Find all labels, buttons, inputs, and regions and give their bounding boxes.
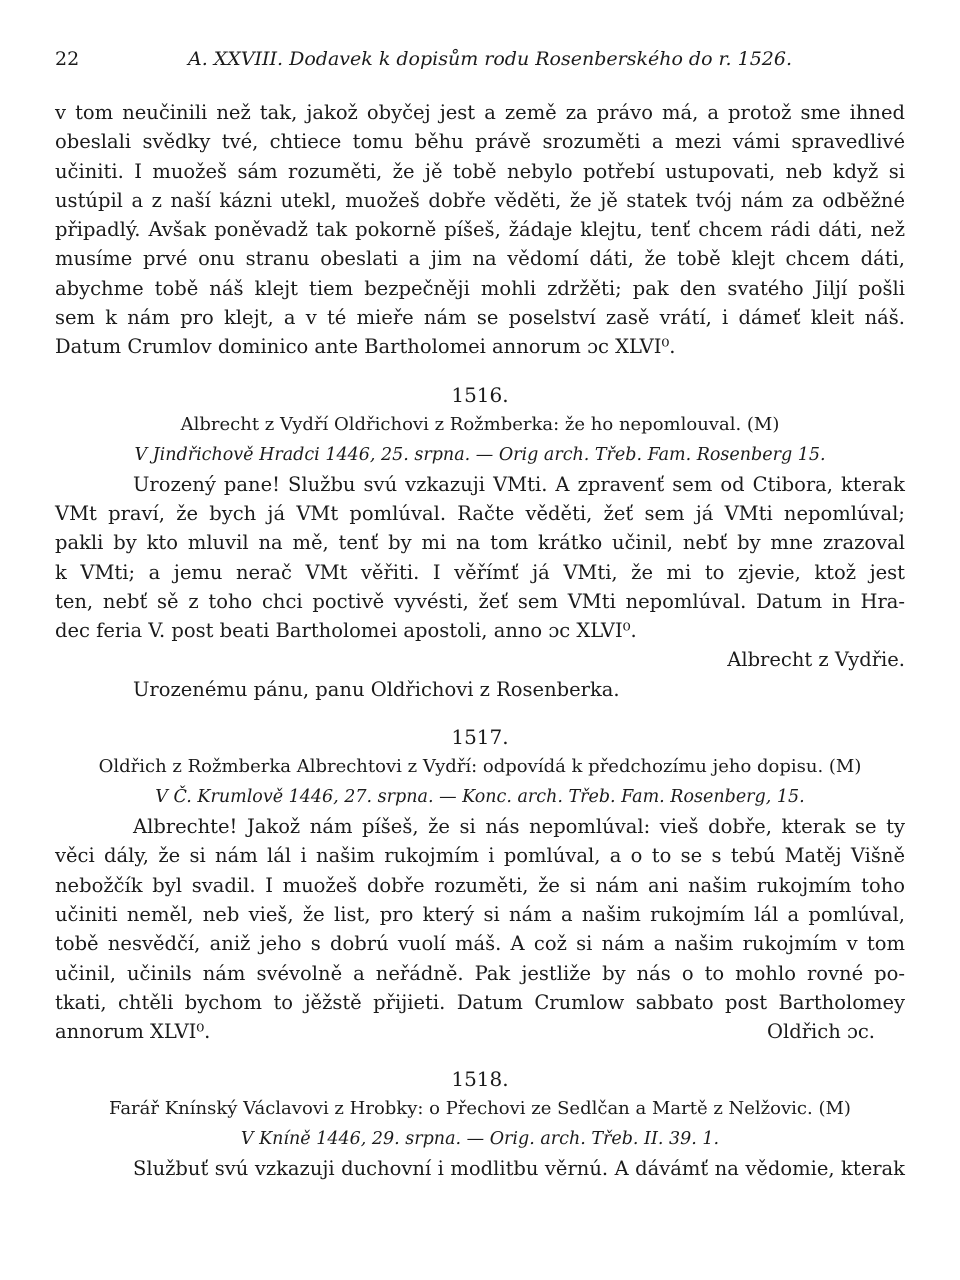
letter-1517 [55,722,905,1046]
text-line: věci dály, že si nám lál i našim rukojmím i pomlúval, a o to se s tebú Matěj Višně [55,844,905,868]
text-line: tkati, chtěli bychom to jěžstě přijieti. Datum Crumlow sabbato post Bartholomey [55,990,905,1014]
letter-signature: Albrecht z Vydřie. [727,648,905,672]
text-line: obeslali svědky tvé, chtiece tomu běhu právě srozuměti a mezi vámi spravedlivé [55,130,905,154]
text-line: učiniti neměl, neb vieš, že list, pro který si nám a našim rukojmím lál a pomlúval, [55,902,905,926]
text-line: dec feria V. post beati Bartholomei apostoli, anno ɔc XLVI⁰. [55,619,637,643]
text-line: Datum Crumlov dominico ante Bartholomei annorum ɔc XLVI⁰. [55,335,676,359]
text-line: Službuť svú vzkazuji duchovní i modlitbu věrnú. A dávámť na vědomie, kterak [133,1157,905,1181]
text-line: musíme prvé onu stranu obeslati a jim na vědomí dáti, že tobě klejt chcem dáti, [55,247,905,271]
text-line: ten, nebť sě z toho chci poctivě vyvésti, žeť sem VMti nepomlúval. Datum in Hra- [55,589,905,613]
text-line: učiniti. I muožeš sám rozuměti, že jě tobě nebylo potřebí ustupovati, neb když si [55,159,905,183]
letter-number: 1517. [451,725,509,750]
page-number: 22 [55,48,80,70]
text-line: k VMti; a jemu nerač VMt věřiti. I věřímť já VMti, že mi to zjevie, ktož jest [55,560,905,584]
page-body [55,98,905,1184]
text-line: VMt praví, že bych já VMt pomlúval. Račte věděti, žeť sem já VMti nepomlúval; [55,501,905,525]
letter-address: Urozenému pánu, panu Oldřichovi z Rosenberka. [133,677,620,701]
text-line: abychme tobě náš klejt tiem bezpečněji mohli zdržěti; pak den svatého Jiljí pošli [55,276,905,300]
letter-source: V Kníně 1446, 29. srpna. — Orig. arch. Třeb. II. 39. 1. [240,1129,720,1150]
letter-source: V Č. Krumlově 1446, 27. srpna. — Konc. arch. Třeb. Fam. Rosenberg, 15. [155,787,805,808]
intro-paragraph [55,98,905,362]
running-title: A. XXVIII. Dodavek k dopisům rodu Rosenberského do r. 1526. [187,48,793,70]
text-line: Albrechte! Jakož nám píšeš, že si nás nepomlúval: vieš dobře, kterak se ty [133,815,905,839]
page-header [55,48,905,78]
letter-number: 1518. [451,1067,509,1092]
closing-line [55,1017,905,1046]
letter-number: 1516. [451,382,509,407]
text-line: Urozený pane! Službu svú vzkazuji VMti. A zpravenť sem od Ctibora, kterak [133,472,905,496]
text-line: připadlý. Avšak poněvadž tak pokorně píšeš, žádaje klejtu, tenť chcem rádi dáti, než [55,218,905,242]
letter-regest: Farář Knínský Václavovi z Hrobky: o Přechovi ze Sedlčan a Martě z Nelžovic. (M) [109,1098,851,1120]
text-line: sem k nám pro klejt, a v té mieře nám se poselství zasě vrátí, i dámeť kleit náš. [55,306,905,330]
letter-1516 [55,380,905,704]
closing-date: annorum XLVI⁰. [55,1020,211,1044]
text-line: nebožčík byl svadil. I muožeš dobře rozuměti, že si nám ani našim rukojmím toho [55,873,905,897]
text-line: v tom neučinili než tak, jakož obyčej jest a země za právo má, a protož sme ihned [55,101,905,124]
letter-source: V Jindřichově Hradci 1446, 25. srpna. — Orig arch. Třeb. Fam. Rosenberg 15. [134,444,826,465]
text-line: pakli by kto mluvil na mě, tenť by mi na tom krátko učinil, nebť by mne zrazoval [55,531,905,555]
letter-regest: Oldřich z Rožmberka Albrechtovi z Vydří: odpovídá k předchozímu jeho dopisu. (M) [98,756,862,778]
text-line: ustúpil a z naší kázni utekl, muožeš dobře věděti, že jě statek tvój nám za odběžné [55,188,905,212]
text-line: tobě nesvědčí, aniž jeho s dobrú vuolí máš. A což si nám a našim rukojmím v tom [55,932,905,956]
letter-signature: Oldřich ɔc. [767,1020,875,1044]
letter-1518 [55,1064,905,1183]
text-line: učinil, učinils nám svévolně a neřádně. Pak jestliže by nás o to mohlo rovné po- [55,961,905,985]
letter-regest: Albrecht z Vydří Oldřichovi z Rožmberka: že ho nepomlouval. (M) [180,413,780,435]
